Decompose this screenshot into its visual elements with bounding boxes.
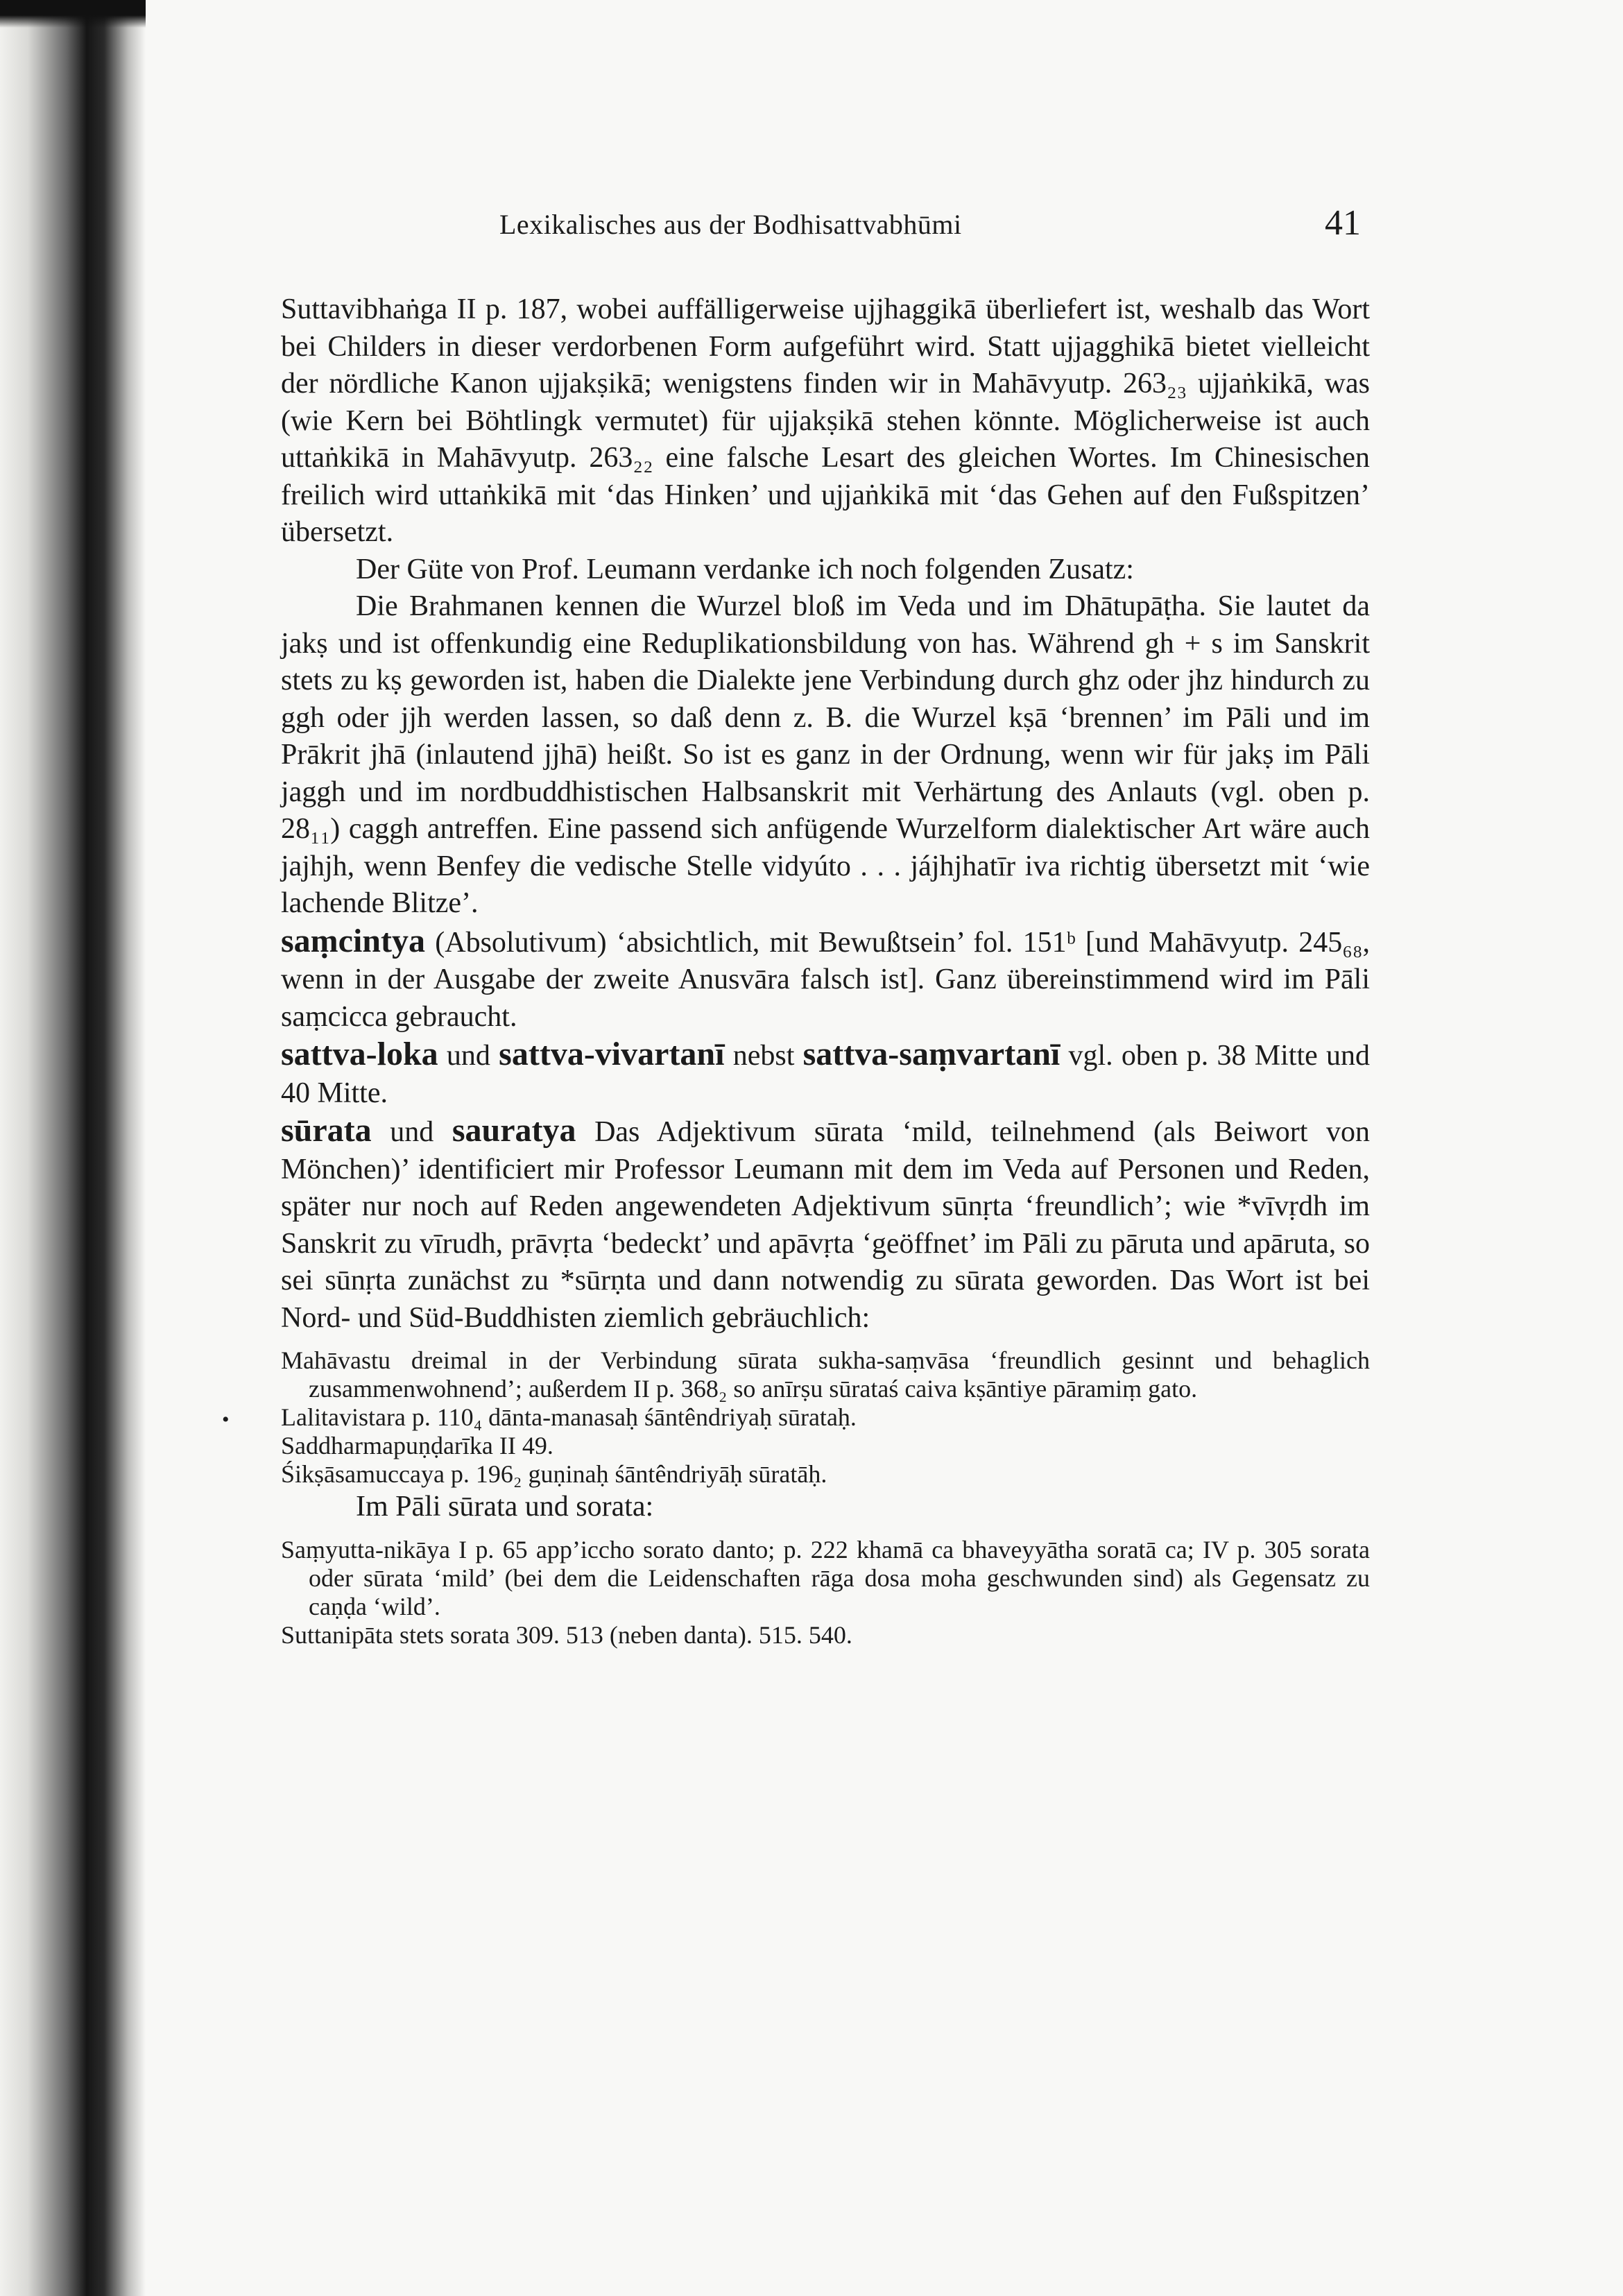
citation-samyutta: Saṃyutta-nikāya I p. 65 app’iccho sorato danto; p. 222 khamā ca bhaveyyātha soratā ca; IV p. 305 sorata oder sūrata ‘mild’ (bei dem die Leidenschaften rāga dosa moha geschwunden sind) als Gegensatz zu caṇḍa ‘wild’. — [281, 1535, 1370, 1620]
entry-sattva — [281, 1036, 1370, 1112]
headword-sauratya: sauratya — [452, 1112, 576, 1149]
book-binding-shadow — [0, 0, 146, 2296]
conj-und-surata: und — [390, 1116, 434, 1148]
running-title: Lexikalisches aus der Bodhisattvabhūmi — [499, 209, 962, 240]
entry-sattva-text: vgl. oben p. 38 Mitte und 40 Mitte. — [281, 1040, 1371, 1109]
binding-top-edge — [0, 0, 146, 28]
conj-nebst: nebst — [732, 1040, 795, 1072]
citations-pali — [281, 1536, 1370, 1650]
headword-samcintya: saṃcintya — [281, 922, 425, 959]
page-number: 41 — [1325, 203, 1361, 243]
pali-intro: Im Pāli sūrata und sorata: — [356, 1491, 654, 1523]
paragraph-leumann-intro: Der Güte von Prof. Leumann verdanke ich noch folgenden Zusatz: — [356, 553, 1134, 585]
citations-north — [281, 1346, 1370, 1489]
citation-mahavastu: Mahāvastu dreimal in der Verbindung sūrata sukha-saṃvāsa ‘freundlich gesinnt und behaglich zusammenwohnend’; außerdem II p. 368₂ so anīrṣu sūrataś caiva kṣāntiye pāramiṃ gato. — [281, 1346, 1370, 1403]
headword-surata: sūrata — [281, 1112, 372, 1149]
citation-suttanipata: Suttanipāta stets sorata 309. 513 (neben danta). 515. 540. — [281, 1620, 852, 1649]
margin-mark: • — [222, 1408, 230, 1431]
paragraph-leumann-note: Die Brahmanen kennen die Wurzel bloß im Veda und im Dhātupāṭha. Sie lautet da jakṣ und ist offenkundig eine Reduplikationsbildung von has. Während gh + s im Sanskrit stets zu kṣ geworden ist, haben die Dialekte jene Verbindung durch ghz oder jhz hindurch zu ggh oder jjh werden lassen, so daß denn z. B. die Wurzel kṣā ‘brennen’ im Pāli und im Prākrit jhā (inlautend jjhā) heißt. So ist es ganz in der Ordnung, wenn wir für jakṣ im Pāli jaggh und im nordbuddhistischen Halbsanskrit mit Verhärtung des Anlauts (vgl. oben p. 28₁₁) caggh antreffen. Eine passend sich anfügende Wurzelform dialektischer Art wäre auch jajhjh, wenn Benfey die vedische Stelle vidyúto . . . jájhjhatīr iva richtig übersetzt mit ‘wie lachende Blitze’. — [281, 590, 1370, 919]
citation-lalitavistara: Lalitavistara p. 110₄ dānta-manasaḥ śāntêndriyaḥ sūrataḥ. — [281, 1403, 857, 1431]
entry-samcintya — [281, 923, 1370, 1036]
conj-und: und — [446, 1040, 490, 1072]
entry-samcintya-text: (Absolutivum) ‘absichtlich, mit Bewußtsein’ fol. 151ᵇ [und Mahāvyutp. 245₆₈, wenn in der Ausgabe der zweite Anusvāra falsch ist]. Ganz übereinstimmend wird im Pāli saṃcicca gebraucht. — [281, 926, 1371, 1033]
headword-sattva-vivartani: sattva-vivartanī — [499, 1036, 725, 1072]
headword-sattva-loka: sattva-loka — [281, 1036, 438, 1072]
page-body — [281, 291, 1370, 1650]
paragraph-suttavibhanga: Suttavibhaṅga II p. 187, wobei auffälligerweise ujjhaggikā überliefert ist, weshalb das Wort bei Childers in dieser verdorbenen Form aufgeführt wird. Statt ujjagghikā bietet vielleicht der nördliche Kanon ujjakṣikā; wenigstens finden wir in Mahāvyutp. 263₂₃ ujjaṅkikā, was (wie Kern bei Böhtlingk vermutet) für ujjakṣikā stehen könnte. Möglicherweise ist auch uttaṅkikā in Mahāvyutp. 263₂₂ eine falsche Lesart des gleichen Wortes. Im Chinesischen freilich wird uttaṅkikā mit ‘das Hinken’ und ujjaṅkikā mit ‘das Gehen auf den Fußspitzen’ übersetzt. — [281, 293, 1370, 548]
citation-siksasamuccaya: Śikṣāsamuccaya p. 196₂ guṇinaḥ śāntêndriyāḥ sūratāḥ. — [281, 1460, 827, 1488]
citation-saddharmapundarika: Saddharmapuṇḍarīka II 49. — [281, 1432, 553, 1459]
headword-sattva-samvartani: sattva-saṃvartanī — [802, 1036, 1060, 1072]
entry-surata-text: Das Adjektivum sūrata ‘mild, teilnehmend (als Beiwort von Mönchen)’ identificiert mir Professor Leumann mit dem im Veda auf Personen und Reden, später nur noch auf Reden angewendeten Adjektivum sūnṛta ‘freundlich’; wie *vīvṛdh im Sanskrit zu vīrudh, prāvṛta ‘bedeckt’ und apāvṛta ‘geöffnet’ im Pāli zu pāruta und apāruta, so sei sūnṛta zunächst zu *sūrṇta und dann notwendig zu sūrata geworden. Das Wort ist bei Nord- und Süd-Buddhisten ziemlich gebräuchlich: — [281, 1116, 1371, 1334]
entry-surata — [281, 1112, 1370, 1337]
